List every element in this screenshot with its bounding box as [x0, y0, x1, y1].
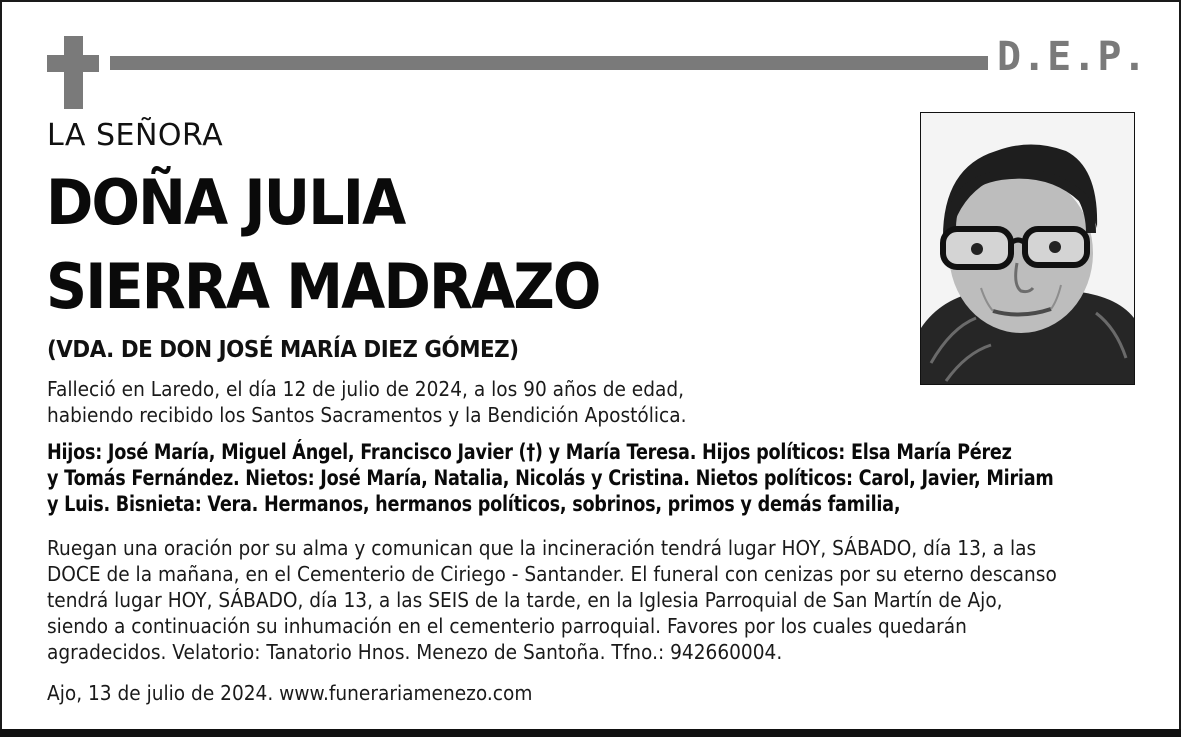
- text-line: y Luis. Bisnieta: Vera. Hermanos, hermanos políticos, sobrinos, primos y demás familia,: [47, 492, 901, 516]
- text-line: habiendo recibido los Santos Sacramentos y la Bendición Apostólica.: [47, 403, 687, 427]
- text-line: Hijos: José María, Miguel Ángel, Francisco Javier (†) y María Teresa. Hijos políticos: Elsa María Pérez: [47, 440, 1012, 464]
- text-line: DOCE de la mañana, en el Cementerio de Ciriego - Santander. El funeral con cenizas por su eterno descanso: [47, 562, 1057, 586]
- text-line: siendo a continuación su inhumación en el cementerio parroquial. Favores por los cuales quedarán: [47, 614, 967, 638]
- footer-place-date: [47, 680, 532, 706]
- text-line: y Tomás Fernández. Nietos: José María, Natalia, Nicolás y Cristina. Nietos políticos: Carol, Javier, Miriam: [47, 466, 1054, 490]
- portrait-photo: [920, 112, 1135, 385]
- text-line: Ruegan una oración por su alma y comunican que la incineración tendrá lugar HOY, SÁBADO, día 13, a las: [47, 536, 1037, 560]
- dep-label: D.E.P.: [997, 34, 1148, 80]
- header-rule: [110, 56, 988, 70]
- ceremony-details: [47, 535, 1057, 665]
- text-line: tendrá lugar HOY, SÁBADO, día 13, a las SEIS de la tarde, en la Iglesia Parroquial de San Martín de Ajo,: [47, 588, 1003, 612]
- text-line: agradecidos. Velatorio: Tanatorio Hnos. Menezo de Santoña. Tfno.: 942660004.: [47, 640, 783, 664]
- widow-of: (VDA. DE DON JOSÉ MARÍA DIEZ GÓMEZ): [47, 337, 519, 363]
- bottom-border: [0, 729, 1181, 737]
- title-prefix: LA SEÑORA: [47, 118, 224, 153]
- cross-icon: [64, 36, 83, 109]
- portrait-illustration: [921, 113, 1134, 384]
- family-list: [47, 439, 1053, 517]
- deceased-name-line1: DOÑA JULIA: [46, 166, 405, 239]
- deceased-name-line2: SIERRA MADRAZO: [46, 250, 600, 323]
- cross-icon-crossbar: [47, 55, 99, 72]
- death-announcement: [47, 376, 687, 428]
- footer-text: Ajo, 13 de julio de 2024. www.funerariamenezo.com: [47, 681, 533, 705]
- text-line: Falleció en Laredo, el día 12 de julio de 2024, a los 90 años de edad,: [47, 377, 685, 401]
